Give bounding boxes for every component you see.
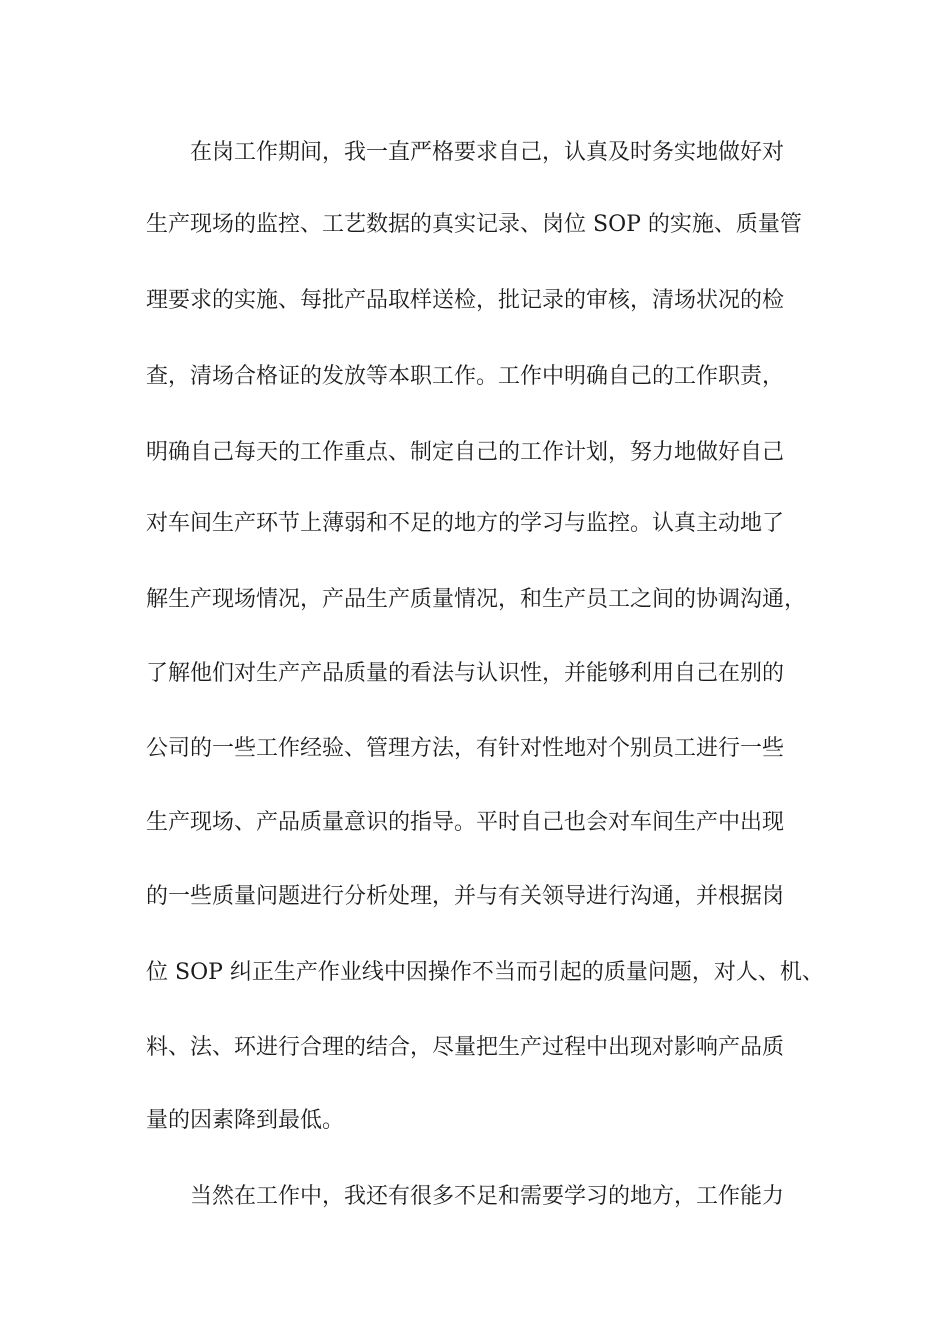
paragraph-1-line-4: 查，清场合格证的发放等本职工作。工作中明确自己的工作职责， xyxy=(146,364,785,389)
paragraph-1-line-3: 理要求的实施、每批产品取样送检，批记录的审核，清场状况的检 xyxy=(146,288,785,313)
paragraph-1-line-2: 生产现场的监控、工艺数据的真实记录、岗位 SOP 的实施、质量管 xyxy=(146,212,802,237)
paragraph-1-line-8: 了解他们对生产产品质量的看法与认识性，并能够利用自己在别的 xyxy=(146,661,785,686)
paragraph-1-line-11: 的一些质量问题进行分析处理，并与有关领导进行沟通，并根据岗 xyxy=(146,884,785,909)
paragraph-1-line-12: 位 SOP 纠正生产作业线中因操作不当而引起的质量问题，对人、机、 xyxy=(146,960,824,985)
paragraph-1-line-1: 在岗工作期间，我一直严格要求自己，认真及时务实地做好对 xyxy=(190,140,785,165)
paragraph-1-line-9: 公司的一些工作经验、管理方法，有针对性地对个别员工进行一些 xyxy=(146,736,785,761)
paragraph-1-line-5: 明确自己每天的工作重点、制定自己的工作计划，努力地做好自己 xyxy=(146,440,785,465)
paragraph-1-line-10: 生产现场、产品质量意识的指导。平时自己也会对车间生产中出现 xyxy=(146,810,785,835)
paragraph-1-line-6: 对车间生产环节上薄弱和不足的地方的学习与监控。认真主动地了 xyxy=(146,511,785,536)
paragraph-1-line-14: 量的因素降到最低。 xyxy=(146,1108,345,1133)
paragraph-1-line-7: 解生产现场情况，产品生产质量情况，和生产员工之间的协调沟通， xyxy=(146,587,807,612)
paragraph-2-line-1: 当然在工作中，我还有很多不足和需要学习的地方，工作能力 xyxy=(190,1184,785,1209)
paragraph-1-line-13: 料、法、环进行合理的结合，尽量把生产过程中出现对影响产品质 xyxy=(146,1035,785,1060)
